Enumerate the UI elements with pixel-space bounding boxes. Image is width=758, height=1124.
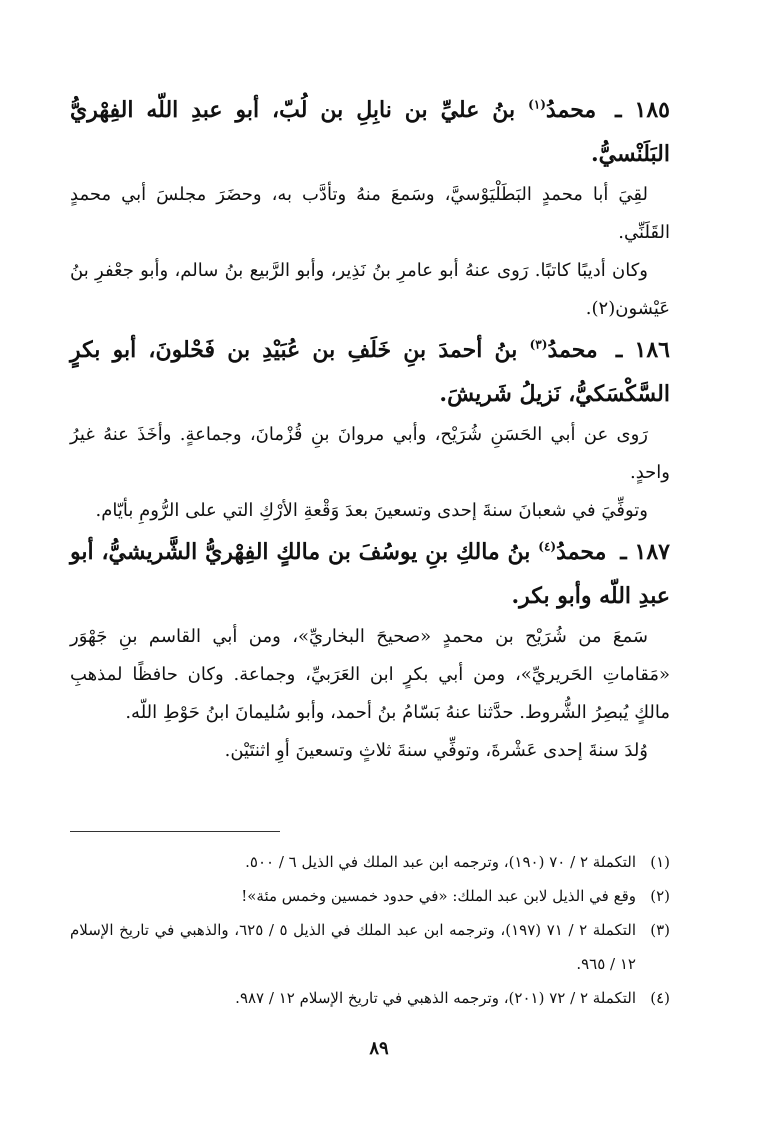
page-number: ٨٩ [369,1038,389,1059]
entry-lineage: بنُ عليِّ بن نابِلِ بن لُبّ، أبو عبدِ اللّه الفِهْريُّ البَلَنْسيُّ. [70,97,670,167]
footnote-divider [70,831,280,832]
footnote-text: وقع في الذيل لابن عبد الملك: «في حدود خمسين وخمس مئة»! [241,887,636,905]
page-body [70,88,670,770]
entry-heading [70,530,670,618]
entry-number: ١٨٧ ـ [620,539,670,565]
footnote-ref[interactable]: (٤) [538,539,557,554]
footnote-number: (٣) [650,921,670,939]
footnote-number: (٤) [650,989,670,1007]
entry-lineage: بنُ أحمدَ بنِ خَلَفِ بن عُبَيْدِ بن فَحْلونَ، أبو بكرٍ السَّكْسَكيُّ، نَزيلُ شَريشَ. [70,337,670,407]
footnotes [70,845,670,1015]
footnote [70,879,670,913]
entry-paragraph: لقِيَ أبا محمدٍ البَطَلْيَوْسيَّ، وسَمعَ منهُ وتأدَّب به، وحضَرَ مجلسَ أبي محمدٍ القَلَنِّي. [70,184,670,243]
entry-paragraph: سَمعَ من شُرَيْح بن محمدٍ «صحيحَ البخاريِّ»، ومن أبي القاسم بنِ جَهْوَر «مَقاماتِ الحَريريِّ»، ومن أبي بكرٍ ابن العَرَبيِّ، وجماعة. وكان حافظًا لمذهبِ مالكٍ يُبصِرُ الشُّروط. حدَّثنا عنهُ بَسّامُ بنُ أحمد، وأبو سُليمانَ ابنُ حَوْطِ اللّه. [70,626,670,723]
entry-paragraph: رَوى عن أبي الحَسَنِ شُرَيْح، وأبي مروانَ بنِ قُزْمانَ، وجماعةٍ. وأخَذَ عنهُ غيرُ واحدٍ. [70,424,670,483]
entry-number: ١٨٦ ـ [615,337,670,363]
entry-number: ١٨٥ ـ [615,97,670,123]
entry-name: محمدُ [545,97,597,123]
footnote-text: التكملة ٢ / ٧٢ (٢٠١)، وترجمه الذهبي في تاريخ الإسلام ١٢ / ٩٨٧. [235,989,636,1007]
footnote-ref[interactable]: (١) [528,97,546,112]
entry-paragraph: وكان أديبًا كاتبًا. رَوى عنهُ أبو عامرِ بنُ نَذِير، وأبو الرَّبيع بنُ سالم، وأبو جعْفرِ بنُ عَيْشون(٢). [70,260,670,319]
entry-name: محمدُ [556,539,607,565]
entry-heading [70,88,670,176]
footnote [70,845,670,879]
entry-paragraph: وُلدَ سنةَ إحدى عَشْرةَ، وتوفِّي سنةَ ثلاثٍ وتسعينَ أوِ اثنتَيْن. [224,740,648,761]
footnote-text: التكملة ٢ / ٧١ (١٩٧)، وترجمه ابن عبد الملك في الذيل ٥ / ٦٢٥، والذهبي في تاريخ الإسلام ١٢ / ٩٦٥. [70,921,636,973]
entry-name: محمدُ [547,337,598,363]
footnote-number: (٢) [650,887,670,905]
footnote-number: (١) [650,853,670,871]
footnote [70,981,670,1015]
footnote [70,913,670,981]
entry-heading [70,328,670,416]
entry-lineage: بنُ مالكِ بنِ يوسُفَ بن مالكٍ الفِهْريُّ الشَّريشيُّ، أبو عبدِ اللّه وأبو بكر. [70,539,670,609]
footnote-text: التكملة ٢ / ٧٠ (١٩٠)، وترجمه ابن عبد الملك في الذيل ٦ / ٥٠٠. [245,853,636,871]
entry-paragraph: وتوفِّيَ في شعبانَ سنةَ إحدى وتسعينَ بعدَ وَقْعةِ الأرْكِ التي على الرُّومِ بأيّام. [95,500,648,521]
footnote-ref[interactable]: (٣) [529,337,548,352]
